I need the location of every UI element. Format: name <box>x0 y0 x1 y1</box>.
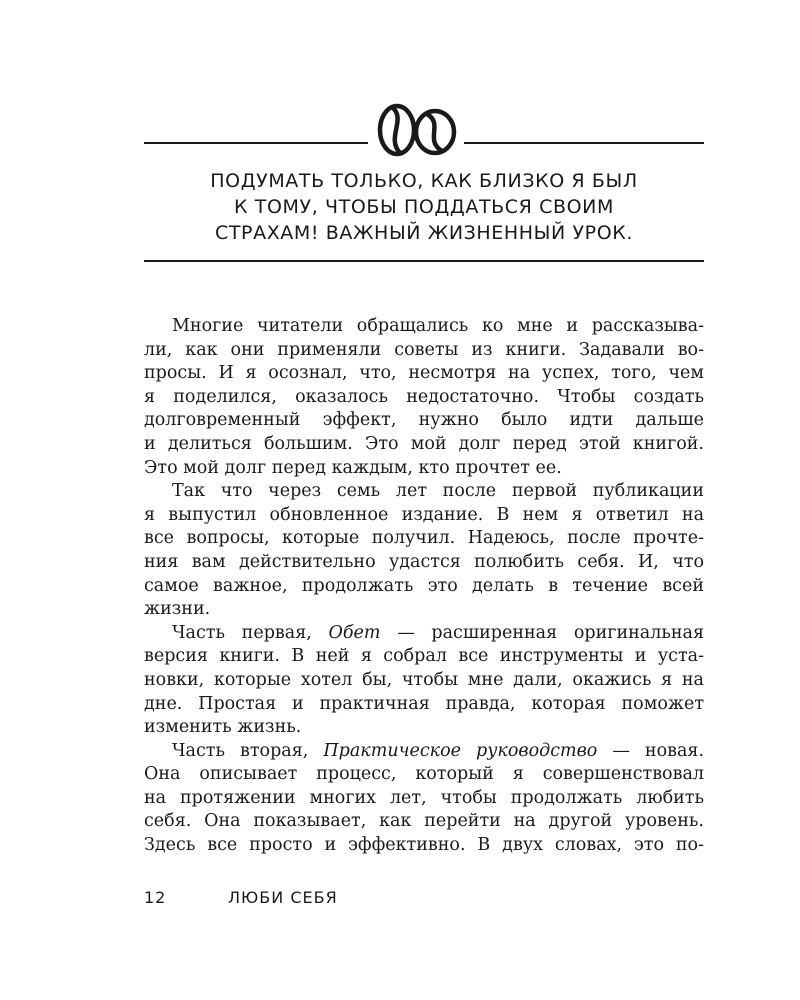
text-line: Она описывает процесс, который я совершенствовал <box>144 764 704 785</box>
text-line: дне. Простая и практичная правда, которая поможет <box>144 693 704 714</box>
pull-quote-line: СТРАХАМ! ВАЖНЫЙ ЖИЗНЕННЫЙ УРОК. <box>214 222 634 244</box>
text-line: новки, которые хотел бы, чтобы мне дали, окажись я на <box>144 669 704 690</box>
text-line: жизни. <box>144 599 211 620</box>
text-run: Часть вторая, <box>172 740 324 761</box>
header-rule-left <box>144 142 368 144</box>
text-line: Так что через семь лет после первой публикации <box>172 481 704 502</box>
running-title: ЛЮБИ СЕБЯ <box>228 888 338 907</box>
text-line: я поделился, оказалось недостаточно. Чтобы создать <box>144 386 704 407</box>
text-line: просы. И я осознал, что, несмотря на успех, того, чем <box>144 363 704 384</box>
text-line: Многие читатели обращались ко мне и рассказыва- <box>172 316 704 336</box>
text-line: себя. Она показывает, как перейти на другой уровень. <box>144 811 704 832</box>
text-line <box>144 622 704 646</box>
text-line: Это мой долг перед каждым, кто прочтет ее. <box>144 457 562 478</box>
text-line: все вопросы, которые получил. Надеюсь, после прочте- <box>144 528 704 549</box>
text-line: на протяжении многих лет, чтобы продолжать любить <box>144 787 704 808</box>
page-number: 12 <box>144 888 167 907</box>
text-line: и делиться большим. Это мой долг перед этой книгой. <box>144 433 704 454</box>
text-line: изменить жизнь. <box>144 717 302 738</box>
text-line: Здесь все просто и эффективно. В двух словах, это по- <box>144 835 704 856</box>
pull-quote-line: ПОДУМАТЬ ТОЛЬКО, КАК БЛИЗКО Я БЫЛ <box>210 170 638 192</box>
text-run: Часть первая, <box>172 622 329 643</box>
text-line: версия книги. В ней я собрал все инструменты и уста- <box>144 646 704 667</box>
italic-title: Обет <box>328 622 381 643</box>
text-run: — новая. <box>597 740 705 761</box>
quote-rule-bottom <box>144 260 704 262</box>
page-footer <box>144 888 338 907</box>
italic-title: Практическое руководство <box>323 740 598 761</box>
pull-quote <box>144 168 704 246</box>
header-rule-right <box>464 142 704 144</box>
body-text <box>144 315 704 858</box>
pull-quote-line: К ТОМУ, ЧТОБЫ ПОДДАТЬСЯ СВОИМ <box>234 196 614 218</box>
coffee-beans-icon <box>372 102 460 158</box>
text-run: — расширенная оригинальная <box>380 622 704 643</box>
text-line: я выпустил обновленное издание. В нем я ответил на <box>144 504 704 525</box>
text-line: самое важное, продолжать это делать в течение всей <box>144 575 704 596</box>
text-line: ния вам действительно удастся полюбить себя. И, что <box>144 551 704 572</box>
text-line <box>144 740 704 764</box>
text-line: ли, как они применяли советы из книги. Задавали во- <box>144 339 704 360</box>
text-line: долговременный эффект, нужно было идти дальше <box>144 410 704 431</box>
